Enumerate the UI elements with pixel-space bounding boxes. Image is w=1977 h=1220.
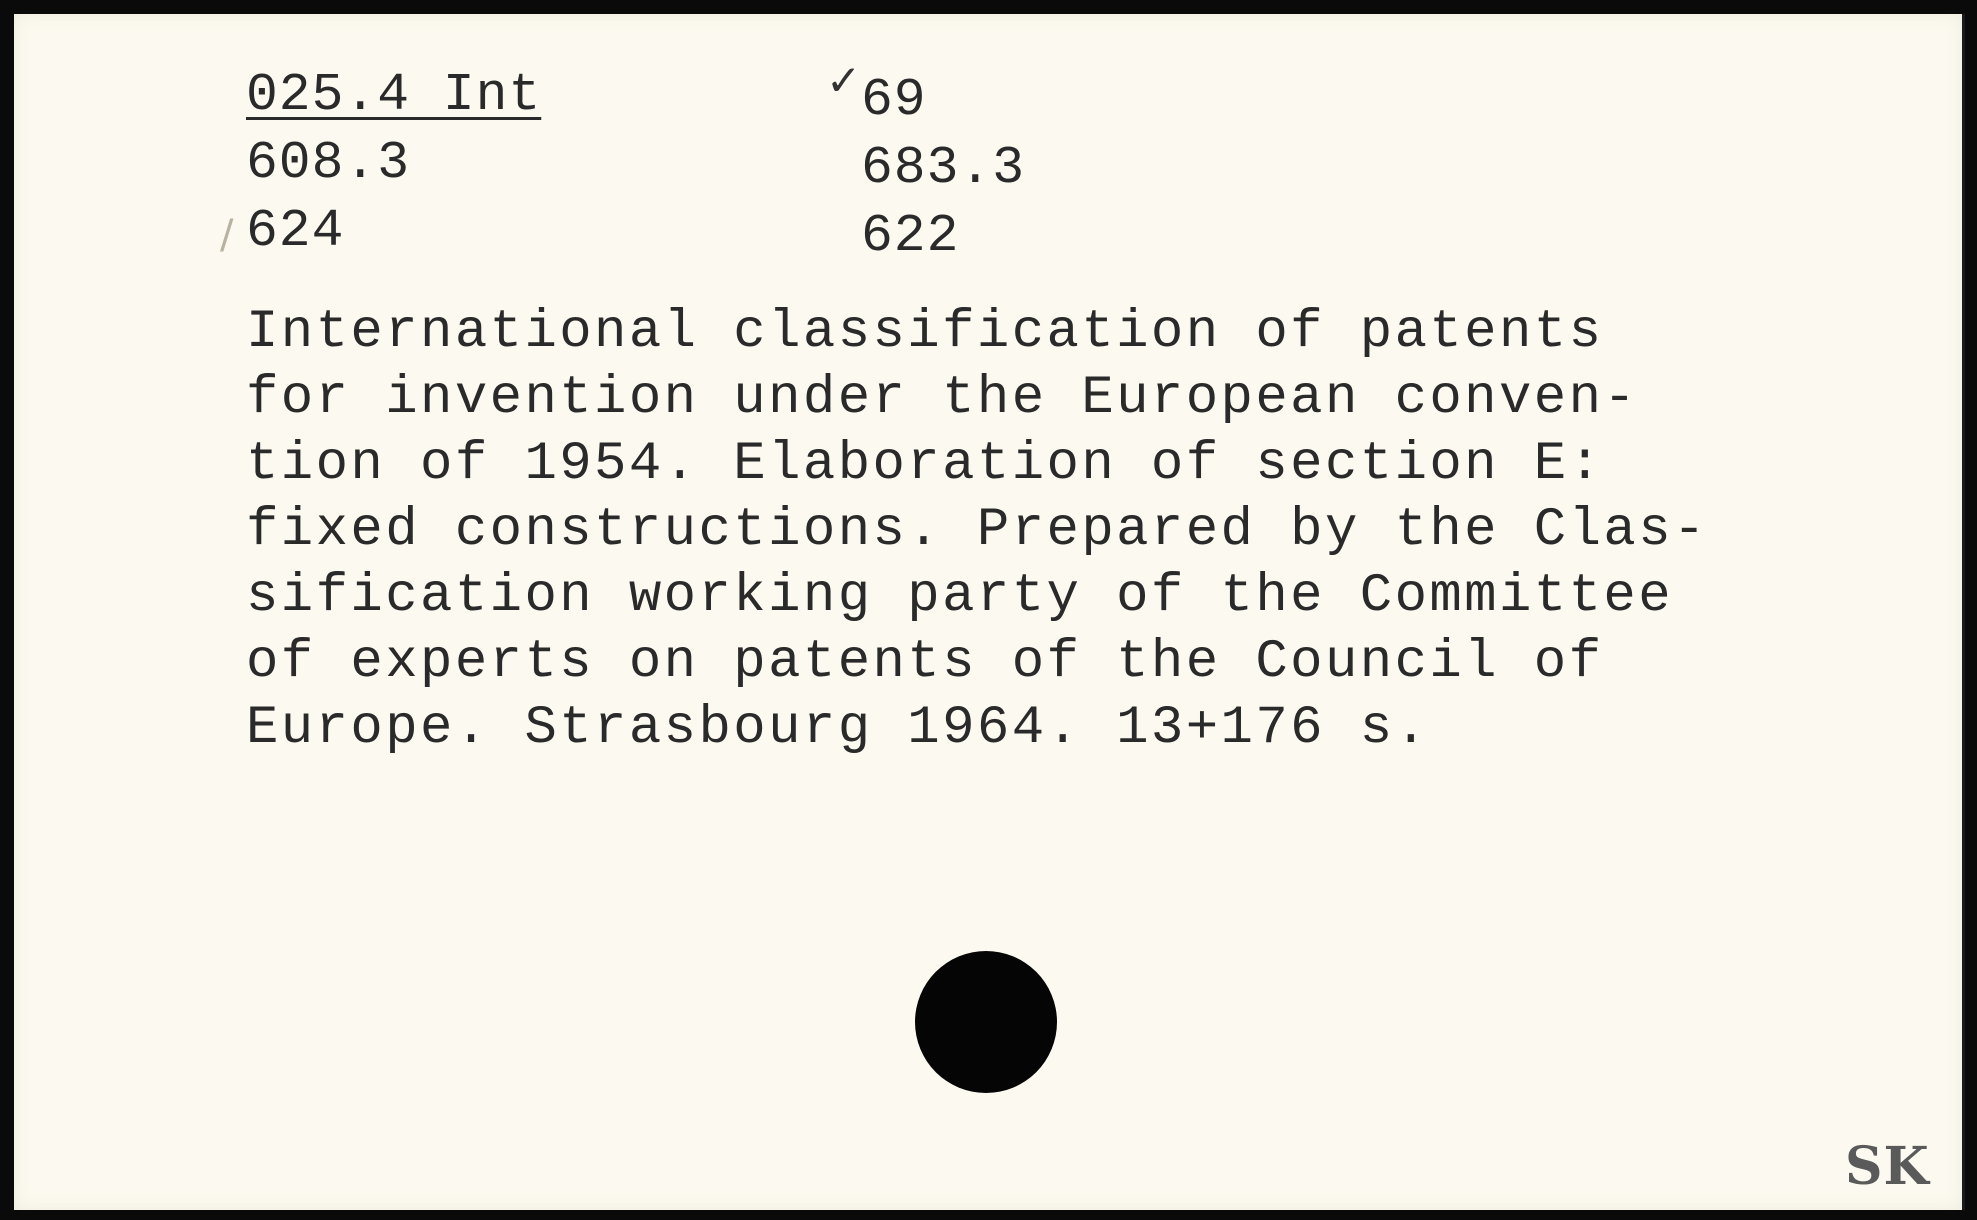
- classification-number: 69: [861, 70, 927, 130]
- description-line: International classification of patents: [246, 302, 1604, 363]
- classification-number: 683.3: [861, 138, 1026, 198]
- faint-pencil-mark-icon: /: [220, 212, 234, 258]
- classification-number-primary: 025.4 Int: [246, 65, 542, 125]
- check-mark-icon: ✓: [826, 56, 862, 105]
- description-line: tion of 1954. Elaboration of section E:: [246, 434, 1604, 495]
- description-line: for invention under the European conven-: [246, 368, 1639, 429]
- catalog-card: [14, 14, 1965, 1210]
- library-stamp: SK: [1845, 1136, 1930, 1197]
- description-line: fixed constructions. Prepared by the Clas-: [246, 500, 1708, 561]
- description-line: Europe. Strasbourg 1964. 13+176 s.: [246, 698, 1430, 759]
- classification-number: 622: [861, 206, 960, 266]
- classification-number: 608.3: [246, 133, 411, 193]
- description-line: sification working party of the Committee: [246, 566, 1674, 627]
- punch-hole: [915, 951, 1057, 1093]
- description-line: of experts on patents of the Council of: [246, 632, 1604, 693]
- classification-number: 624: [246, 201, 345, 261]
